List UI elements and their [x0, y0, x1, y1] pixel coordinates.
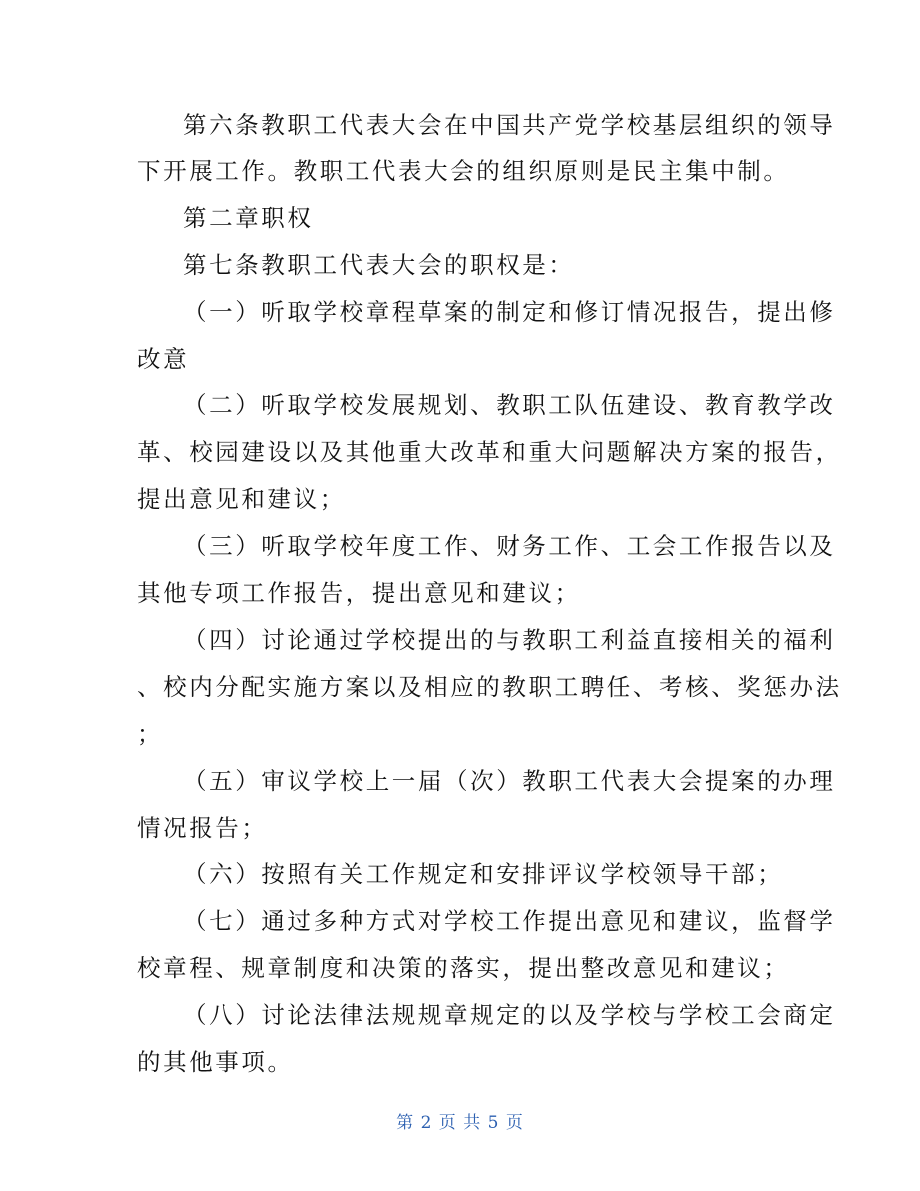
paragraph-line: 下开展工作。教职工代表大会的组织原则是民主集中制。: [137, 157, 790, 185]
list-item-line: （三）听取学校年度工作、财务工作、工会工作报告以及: [183, 532, 836, 560]
paragraph-line: 第六条教职工代表大会在中国共产党学校基层组织的领导: [183, 111, 836, 139]
list-item-line: （八）讨论法律法规规章规定的以及学校与学校工会商定: [183, 1001, 836, 1029]
list-item-line: （六）按照有关工作规定和安排评议学校领导干部；: [183, 860, 784, 888]
list-item-line: ；: [137, 720, 164, 748]
page-number-footer: 第 2 页 共 5 页: [396, 1113, 524, 1133]
list-item-line: 提出意见和建议；: [137, 485, 346, 513]
list-item-line: 革、校园建设以及其他重大改革和重大问题解决方案的报告，: [137, 438, 842, 466]
list-item-line: （七）通过多种方式对学校工作提出意见和建议，监督学: [183, 907, 836, 935]
list-item-line: 改意: [137, 345, 190, 373]
paragraph-line: 第七条教职工代表大会的职权是：: [183, 251, 575, 279]
list-item-line: （五）审议学校上一届（次）教职工代表大会提案的办理: [183, 767, 836, 795]
list-item-line: （四）讨论通过学校提出的与教职工利益直接相关的福利: [183, 626, 836, 654]
list-item-line: 情况报告；: [137, 814, 268, 842]
list-item-line: 的其他事项。: [137, 1048, 294, 1076]
list-item-line: （二）听取学校发展规划、教职工队伍建设、教育教学改: [183, 391, 836, 419]
list-item-line: （一）听取学校章程草案的制定和修订情况报告，提出修: [183, 298, 836, 326]
list-item-line: 、校内分配实施方案以及相应的教职工聘任、考核、奖惩办法: [137, 673, 842, 701]
chapter-heading: 第二章职权: [183, 204, 314, 232]
list-item-line: 校章程、规章制度和决策的落实，提出整改意见和建议；: [137, 954, 790, 982]
list-item-line: 其他专项工作报告，提出意见和建议；: [137, 579, 581, 607]
